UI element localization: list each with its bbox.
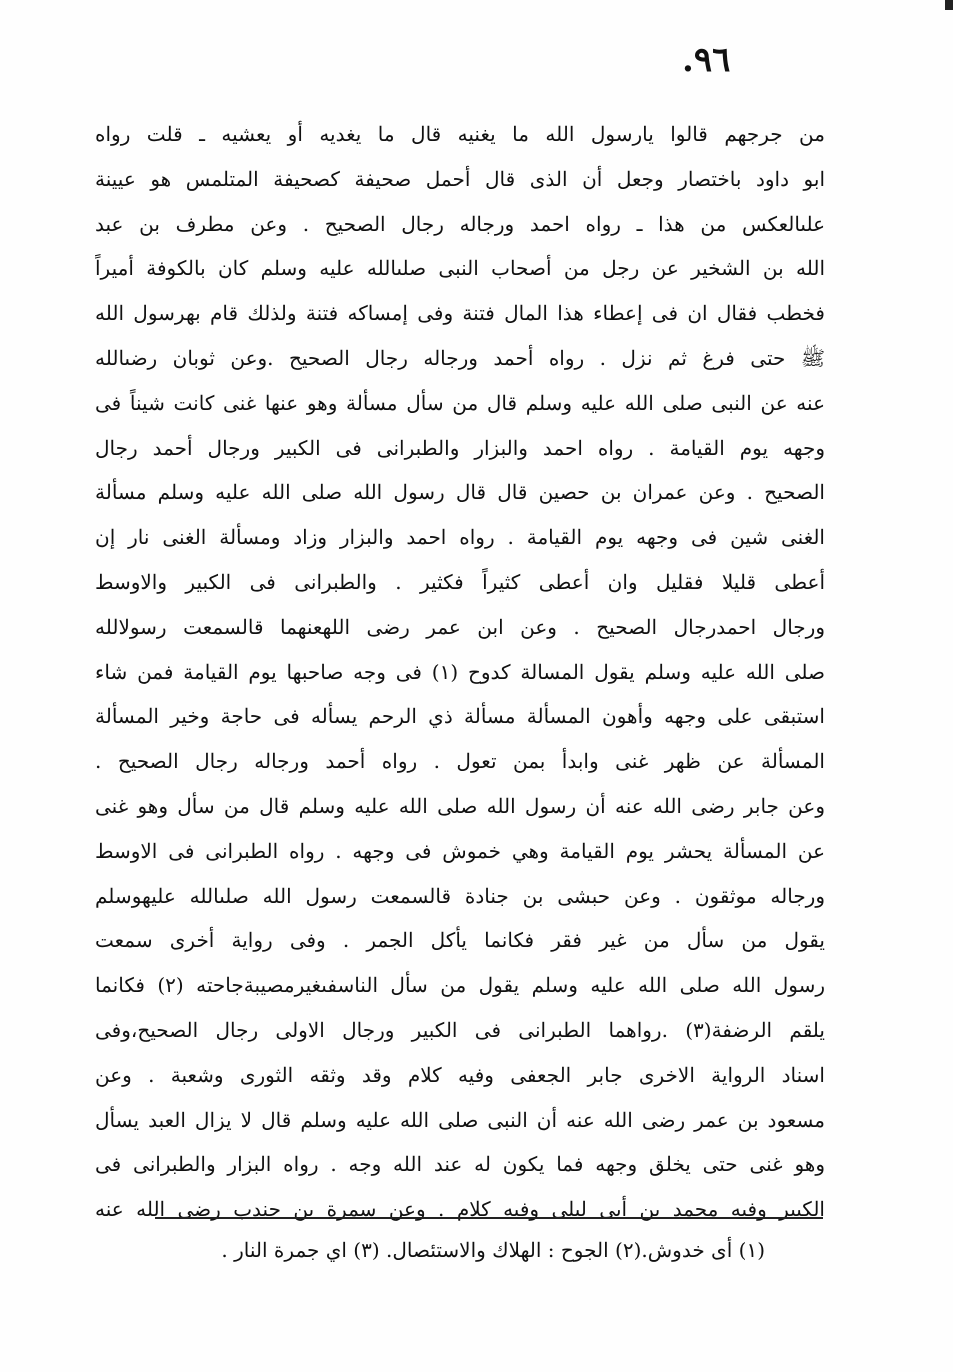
text-line: وجهه يوم القيامة . رواه احمد والبزار والطبرانى فى الكبير ورجال أحمد رجال [95, 435, 825, 460]
text-line: الكبير وفيه محمد بن أبى ليلى وفيه كلام . وعن سمرة بن جندب رضى الله عنه [95, 1197, 825, 1222]
text-line: عنه عن النبى صلى الله عليه وسلم قال من سأل مسألة وهو عنها غنى كانت شيناً فى [95, 390, 825, 415]
text-line: مسعود بن عمر رضى الله عنه أن النبى صلى الله عليه وسلم قال لا يزال العبد يسأل [95, 1107, 825, 1132]
text-line: ورجاله موثقون . وعن حبشى بن جنادة قالسمعت رسول الله صلىالله عليهوسلم [95, 883, 825, 908]
text-line: ﷺ حتى فرغ ثم نزل . رواه أحمد ورجاله رجال الصحيح .وعن ثوبان رضىالله [95, 345, 825, 370]
text-line: فخطب فقال ان فى إعطاء هذا المال فتنة وفى إمساكه فتنة ولذلك قام بهرسول الله [95, 301, 825, 326]
text-line: يلقم الرضفة(٣) .رواهما الطبرانى فى الكبير ورجال الاولى رجال الصحيح،وفى [95, 1017, 825, 1042]
text-line: من جرجهم قالوا يارسول الله ما يغنيه قال ما يغديه أو يعشيه ـ قلت رواه [95, 122, 825, 146]
text-line: رسول الله صلى الله عليه وسلم يقول من سأل الناسفىغيرمصيبةجاحته (٢) فكانما [95, 973, 825, 998]
text-line: الله بن الشخير عن رجل من أصحاب النبى صلىالله عليه وسلم كان بالكوفة أميراً [95, 256, 825, 281]
scan-edge-mark [945, 0, 953, 10]
page-number: ٩٦. [682, 40, 731, 80]
footnote: (١) أى خدوش.(٢) الجوح : الهلاك والاستئصال. (٣) اي جمرة النار . [221, 1238, 765, 1262]
text-line: أعطى قليلا فقليل وان أعطى كثيراً فكثير . والطبرانى فى الكبير والاوسط [95, 569, 825, 594]
footnote-separator-rule [155, 1217, 823, 1219]
text-line: اسناد الرواية الاخرى جابر الجعفى وفيه كلام وقد وثقه الثورى وشعبة . وعن [95, 1062, 825, 1087]
text-line: وهو غنى حتى يخلق وجهه فما يكون له عند الله وجه . رواه البزار والطبرانى فى [95, 1152, 825, 1177]
text-line: صلى الله عليه وسلم يقول المسالة كدوح (١) فى وجه صاحبها يوم القيامة فمن شاء [95, 659, 825, 684]
text-line: يقول من سأل من غير فقر فكانما يأكل الجمر . وفى رواية أخرى سمعت [95, 928, 825, 953]
text-line: وعن جابر رضى الله عنه أن رسول الله صلى الله عليه وسلم قال من سأل وهو غنى [95, 793, 825, 818]
text-line: عن المسألة يحشر يوم القيامة وهي خموش فى وجهه . رواه الطبرانى فى الاوسط [95, 838, 825, 863]
text-line: علىالعكس من هذا ـ رواه احمد ورجاله رجال الصحيح . وعن مطرف بن عبد [95, 211, 825, 236]
text-line: الغنى شين فى وجهه يوم القيامة . رواه احمد والبزار وزاد ومسألة الغنى نار إن [95, 525, 825, 550]
text-line: استبقى على وجهه وأهون المسألة مسألة ذي الرحم يسأله فى حاجة وخير المسألة [95, 704, 825, 729]
text-line: ورجال احمدرجال الصحيح . وعن ابن عمر رضى اللهعنهما قالسمعت رسولالله [95, 614, 825, 639]
body-text [95, 112, 825, 1232]
text-line: المسألة عن ظهر غنى وابدأ بمن تعول . رواه أحمد ورجاله رجال الصحيح . [95, 749, 825, 774]
text-line: ابو داود باختصار وجعل أن الذى قال أحمل صحيفة كصحيفة المتلمس هو عيينة [95, 166, 825, 191]
text-line: الصحيح . وعن عمران بن حصين قال قال رسول الله صلى الله عليه وسلم مسألة [95, 480, 825, 505]
